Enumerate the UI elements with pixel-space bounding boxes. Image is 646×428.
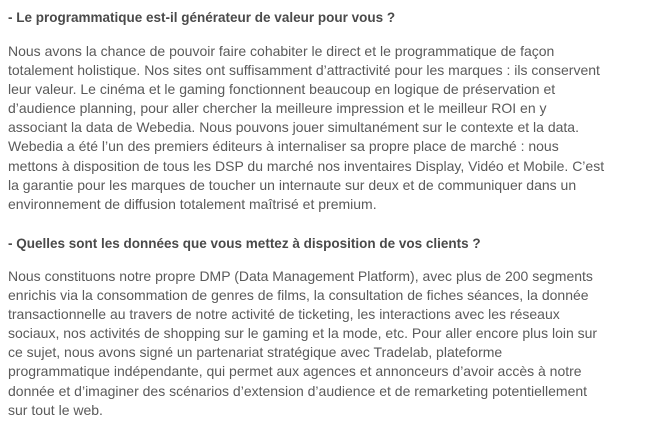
text-line: leur valeur. Le cinéma et le gaming fonctionnent beaucoup en logique de préservation et <box>8 81 556 98</box>
text-line: Nous avons la chance de pouvoir faire cohabiter le direct et le programmatique de façon <box>8 43 555 59</box>
text-line: donnée et d’imaginer des scénarios d’extension d’audience et de remarketing potentiellement <box>8 382 588 399</box>
text-line: la garantie pour les marques de toucher un internaute sur deux et de communiquer dans un <box>8 176 577 193</box>
text-line: Webedia a été l’un des premiers éditeurs à internaliser sa propre place de marché : nous <box>8 138 559 155</box>
text-line: mettons à disposition de tous les DSP du marché nos inventaires Display, Vidéo et Mobile. C’est <box>8 157 605 174</box>
text-line: associant la data de Webedia. Nous pouvons jouer simultanément sur le contexte et la data. <box>8 119 579 136</box>
answer-paragraph <box>8 267 638 420</box>
text-line: environnement de diffusion totalement maîtrisé et premium. <box>8 195 377 212</box>
text-line: Nous constituons notre propre DMP (Data Management Platform), avec plus de 200 segments <box>8 268 593 284</box>
text-line: transactionnelle au travers de notre activité de ticketing, les interactions avec les réseaux <box>8 306 560 323</box>
text-line: programmatique indépendante, qui permet aux agences et annonceurs d’avoir accès à notre <box>8 363 582 380</box>
question-heading: - Le programmatique est-il générateur de valeur pour vous ? <box>8 10 396 25</box>
text-line: sur tout le web. <box>8 401 103 418</box>
text-line: sociaux, nos activités de shopping sur le gaming et la mode, etc. Pour aller encore plus loin sur <box>8 325 598 342</box>
text-line: d’audience planning, pour aller chercher la meilleure impression et le meilleur ROI en y <box>8 100 547 117</box>
text-line: totalement holistique. Nos sites ont suffisamment d’attractivité pour les marques : ils conservent <box>8 62 600 79</box>
text-line: ce sujet, nous avons signé un partenariat stratégique avec Tradelab, plateforme <box>8 344 503 361</box>
question-heading: - Quelles sont les données que vous mettez à disposition de vos clients ? <box>8 236 481 251</box>
answer-paragraph <box>8 42 638 214</box>
text-line: enrichis via la consommation de genres de films, la consultation de fiches séances, la donnée <box>8 287 589 304</box>
